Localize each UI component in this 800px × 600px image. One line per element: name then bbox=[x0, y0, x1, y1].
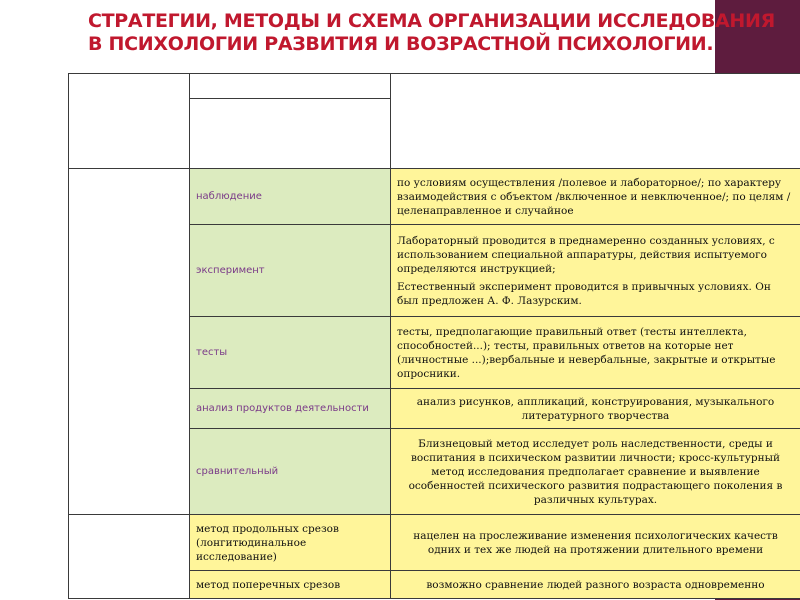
description-paragraph: Лабораторный проводится в преднамеренно созданных условиях, с использованием специальной аппаратуры, действия испытуемого определяются инструкцией; bbox=[397, 234, 775, 275]
header-row-1 bbox=[69, 74, 800, 99]
header-left-cell bbox=[69, 74, 190, 169]
method-cell: метод продольных срезов (лонгитюдинальное исследование) bbox=[190, 515, 391, 571]
description-cell: тесты, предполагающие правильный ответ (тесты интеллекта, способностей...); тесты, правильных ответов на которые нет (личностные ...);вербальные и невербальные, закрытые и открытые опросники. bbox=[391, 317, 800, 389]
group-2-cell bbox=[69, 515, 190, 599]
slide-title: СТРАТЕГИИ, МЕТОДЫ И СХЕМА ОРГАНИЗАЦИИ ИССЛЕДОВАНИЯ В ПСИХОЛОГИИ РАЗВИТИЯ И ВОЗРАСТНОЙ ПСИХОЛОГИИ. bbox=[88, 10, 775, 55]
method-cell: наблюдение bbox=[190, 169, 391, 225]
method-cell: тесты bbox=[190, 317, 391, 389]
description-cell: по условиям осуществления /полевое и лабораторное/; по характеру взаимодействия с объектом /включенное и невключенное/; по целям /целенаправленное и случайное bbox=[391, 169, 800, 225]
methods-table bbox=[68, 73, 800, 599]
method-cell: сравнительный bbox=[190, 429, 391, 515]
description-cell: возможно сравнение людей разного возраста одновременно bbox=[391, 571, 800, 599]
table-row bbox=[69, 169, 800, 225]
header-right-cell bbox=[391, 74, 800, 169]
description-cell: нацелен на прослеживание изменения психологических качеств одних и тех же людей на протяжении длительного времени bbox=[391, 515, 800, 571]
description-cell bbox=[391, 225, 800, 317]
description-cell: анализ рисунков, аппликаций, конструирования, музыкального литературного творчества bbox=[391, 389, 800, 429]
group-1-cell bbox=[69, 169, 190, 515]
header-mid-bottom-cell bbox=[190, 99, 391, 169]
method-cell: эксперимент bbox=[190, 225, 391, 317]
description-paragraph: Естественный эксперимент проводится в привычных условиях. Он был предложен А. Ф. Лазурским. bbox=[397, 280, 771, 307]
header-mid-top-cell bbox=[190, 74, 391, 99]
description-cell: Близнецовый метод исследует роль наследственности, среды и воспитания в психическом развитии личности; кросс-культурный метод исследования предполагает сравнение и выявление особенностей психического развития подрастающего поколения в различных культурах. bbox=[391, 429, 800, 515]
method-cell: метод поперечных срезов bbox=[190, 571, 391, 599]
method-cell: анализ продуктов деятельности bbox=[190, 389, 391, 429]
table-row bbox=[69, 515, 800, 571]
